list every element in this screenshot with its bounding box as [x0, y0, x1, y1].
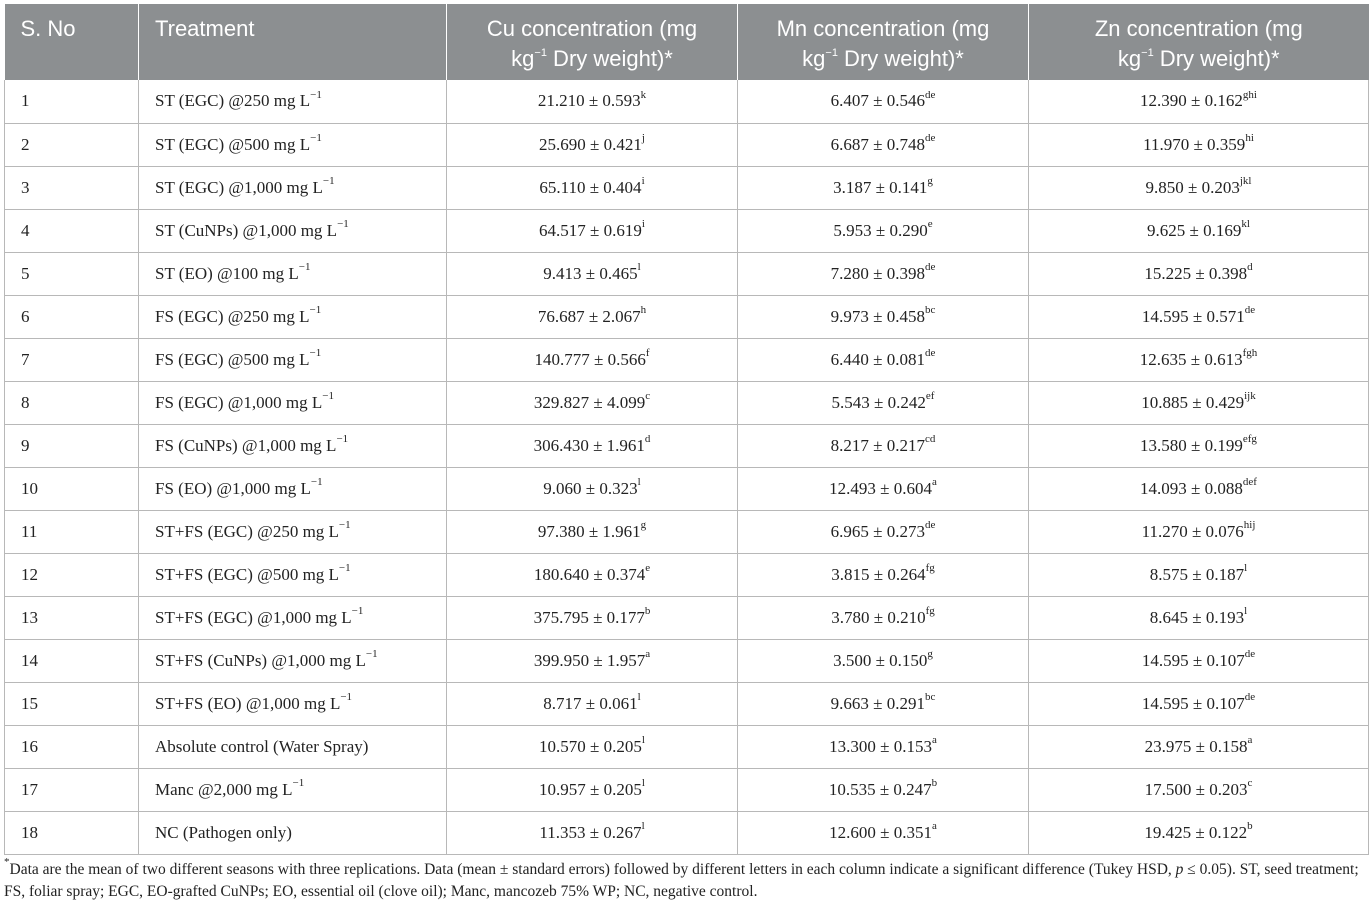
significance-letter: de: [924, 88, 936, 101]
cell-treatment: FS (EGC) @500 mg $L^{-1}$: [139, 338, 447, 381]
cell-sno: 6: [5, 295, 139, 338]
significance-letter: i: [641, 217, 645, 230]
cell-zn: $9.625 \pm 0.169^{kl}$: [1029, 209, 1369, 252]
significance-letter: a: [931, 733, 937, 746]
cell-zn: $11.970 \pm 0.359^{hi}$: [1029, 123, 1369, 166]
table-row: [5, 252, 1369, 295]
significance-letter: l: [641, 733, 645, 746]
table-row: [5, 295, 1369, 338]
significance-letter: j: [641, 131, 645, 144]
table-row: [5, 166, 1369, 209]
cell-treatment: ST+FS (EO) @1,000 mg $L^{-1}$: [139, 682, 447, 725]
significance-letter: ef: [925, 389, 935, 402]
cell-mn: 3.815 ± 0.264$^{fg}$: [738, 553, 1029, 596]
cell-treatment: FS (EGC) @250 mg $L^{-1}$: [139, 295, 447, 338]
significance-letter: a: [931, 475, 937, 488]
cell-cu: $11.353 \pm 0.267^l$: [447, 811, 738, 854]
cell-zn: $9.850 \pm 0.203^{jkl}$: [1029, 166, 1369, 209]
cell-zn: 14.093 ± 0.088$^{def}$: [1029, 467, 1369, 510]
table-row: [5, 596, 1369, 639]
cell-zn: 23.975 ± 0.158$^a$: [1029, 725, 1369, 768]
cell-treatment: ST+FS (EGC) @250 mg $L^{-1}$: [139, 510, 447, 553]
significance-letter: jkl: [1239, 174, 1252, 187]
cell-treatment: ST+FS (CuNPs) @1,000 mg $L^{-1}$: [139, 639, 447, 682]
significance-letter: ijk: [1244, 389, 1256, 402]
cell-treatment: ST+FS (EGC) @1,000 mg $L^{-1}$: [139, 596, 447, 639]
cell-treatment: ST (EGC) @250 mg $L^{-1}$: [139, 80, 447, 123]
significance-letter: def: [1242, 475, 1257, 488]
cell-cu: $21.210 \pm 0.593^k$: [447, 80, 738, 123]
header-sno: S. No: [5, 4, 139, 80]
table-row: [5, 424, 1369, 467]
table-row: [5, 510, 1369, 553]
cell-zn: 13.580 ± 0.199$^{efg}$: [1029, 424, 1369, 467]
header-mn: Mn concentration (mg $kg^{-1}$ Dry weight)*: [738, 4, 1029, 80]
significance-letter: bc: [924, 303, 936, 316]
table-container: [4, 4, 1368, 903]
cell-sno: 17: [5, 768, 139, 811]
header-row: [5, 4, 1369, 80]
significance-letter: i: [641, 174, 645, 187]
cell-zn: $8.575 \pm 0.187^l$: [1029, 553, 1369, 596]
cell-zn: 15.225 ± 0.398$^d$: [1029, 252, 1369, 295]
cell-cu: 140.777 ± 0.566$^f$: [447, 338, 738, 381]
cell-sno: 5: [5, 252, 139, 295]
table-row: [5, 209, 1369, 252]
table-row: [5, 682, 1369, 725]
cell-mn: 6.407 ± 0.546de: [738, 80, 1029, 123]
cell-mn: 5.543 ± 0.242$^{ef}$: [738, 381, 1029, 424]
cell-cu: 329.827 ± 4.099$^c$: [447, 381, 738, 424]
cell-mn: 12.493 ± 0.604$^a$: [738, 467, 1029, 510]
significance-letter: cd: [924, 432, 936, 445]
cell-treatment: FS (EO) @1,000 mg $L^{-1}$: [139, 467, 447, 510]
cell-cu: $65.110 \pm 0.404^i$: [447, 166, 738, 209]
cell-zn: 14.595 ± 0.571de: [1029, 295, 1369, 338]
significance-letter: l: [637, 260, 641, 273]
cell-sno: 12: [5, 553, 139, 596]
significance-letter: l: [1244, 561, 1248, 574]
significance-letter: de: [924, 260, 936, 273]
significance-letter: k: [640, 88, 647, 101]
significance-letter: de: [924, 518, 936, 531]
significance-letter: g: [927, 174, 933, 187]
cell-cu: $64.517 \pm 0.619^i$: [447, 209, 738, 252]
significance-letter: b: [644, 604, 651, 617]
cell-cu: 180.640 ± 0.374$^e$: [447, 553, 738, 596]
cell-mn: 12.600 ± 0.351$^a$: [738, 811, 1029, 854]
cell-treatment: NC (Pathogen only): [139, 811, 447, 854]
significance-letter: a: [931, 819, 937, 832]
cell-sno: 3: [5, 166, 139, 209]
cell-zn: $12.390 \pm 0.162^{ghi}$: [1029, 80, 1369, 123]
cell-zn: $8.645 \pm 0.193^l$: [1029, 596, 1369, 639]
cell-sno: 11: [5, 510, 139, 553]
significance-letter: e: [645, 561, 651, 574]
cell-sno: 18: [5, 811, 139, 854]
significance-letter: hi: [1245, 131, 1254, 144]
cell-zn: 14.595 ± 0.107de: [1029, 682, 1369, 725]
results-table: [4, 4, 1369, 855]
cell-sno: 13: [5, 596, 139, 639]
significance-letter: kl: [1241, 217, 1250, 230]
cell-treatment: ST (EGC) @500 mg $L^{-1}$: [139, 123, 447, 166]
significance-letter: b: [1247, 819, 1253, 832]
table-row: [5, 467, 1369, 510]
cell-zn: $11.270 \pm 0.076^{hij}$: [1029, 510, 1369, 553]
significance-letter: g: [927, 647, 933, 660]
significance-letter: de: [1244, 647, 1256, 660]
table-header: [5, 4, 1369, 80]
significance-letter: a: [645, 647, 651, 660]
significance-letter: efg: [1242, 432, 1257, 445]
cell-cu: 97.380 ± 1.961$^g$: [447, 510, 738, 553]
significance-letter: bc: [924, 690, 936, 703]
cell-sno: 10: [5, 467, 139, 510]
cell-treatment: ST+FS (EGC) @500 mg $L^{-1}$: [139, 553, 447, 596]
cell-sno: 14: [5, 639, 139, 682]
table-row: [5, 811, 1369, 854]
cell-zn: $10.885 \pm 0.429^{ijk}$: [1029, 381, 1369, 424]
cell-cu: $25.690 \pm 0.421^j$: [447, 123, 738, 166]
significance-letter: de: [1244, 690, 1256, 703]
cell-sno: 15: [5, 682, 139, 725]
cell-cu: $9.060 \pm 0.323^l$: [447, 467, 738, 510]
significance-letter: fg: [925, 561, 935, 574]
cell-sno: 9: [5, 424, 139, 467]
table-footnote: *Data are the mean of two different seasons with three replications. Data (mean ± standard errors) followed by different letters in each column indicate a significant difference (Tukey HSD, p ≤ 0.05). ST, seed treatment; FS, foliar spray; EGC, EO-grafted CuNPs; EO, essential oil (clove oil); Manc, mancozeb 75% WP; NC, negative control.: [4, 856, 1359, 900]
significance-letter: ghi: [1242, 88, 1257, 101]
significance-letter: l: [641, 819, 645, 832]
cell-treatment: FS (CuNPs) @1,000 mg $L^{-1}$: [139, 424, 447, 467]
cell-treatment: Absolute control (Water Spray): [139, 725, 447, 768]
header-treatment: Treatment: [139, 4, 447, 80]
cell-sno: 2: [5, 123, 139, 166]
cell-cu: 76.687 ± 2.067$^h$: [447, 295, 738, 338]
significance-letter: b: [931, 776, 938, 789]
cell-cu: 399.950 ± 1.957$^a$: [447, 639, 738, 682]
cell-mn: 3.187 ± 0.141$^g$: [738, 166, 1029, 209]
significance-letter: d: [1247, 260, 1253, 273]
significance-letter: de: [924, 346, 936, 359]
significance-letter: l: [1244, 604, 1248, 617]
significance-letter: d: [644, 432, 651, 445]
significance-letter: de: [924, 131, 936, 144]
table-row: [5, 639, 1369, 682]
significance-letter: l: [637, 475, 641, 488]
significance-letter: fg: [925, 604, 935, 617]
significance-letter: e: [927, 217, 933, 230]
cell-sno: 1: [5, 80, 139, 123]
cell-mn: 9.973 ± 0.458$^{bc}$: [738, 295, 1029, 338]
cell-cu: $9.413 \pm 0.465^l$: [447, 252, 738, 295]
significance-letter: c: [645, 389, 651, 402]
cell-treatment: ST (CuNPs) @1,000 mg $L^{-1}$: [139, 209, 447, 252]
cell-treatment: Manc @2,000 mg $L^{-1}$: [139, 768, 447, 811]
cell-treatment: FS (EGC) @1,000 mg $L^{-1}$: [139, 381, 447, 424]
table-row: [5, 553, 1369, 596]
cell-cu: $10.570 \pm 0.205^l$: [447, 725, 738, 768]
cell-zn: 17.500 ± 0.203$^c$: [1029, 768, 1369, 811]
cell-zn: 14.595 ± 0.107de: [1029, 639, 1369, 682]
cell-sno: 16: [5, 725, 139, 768]
significance-letter: fgh: [1242, 346, 1258, 359]
cell-zn: 19.425 ± 0.122$^b$: [1029, 811, 1369, 854]
significance-letter: a: [1247, 733, 1253, 746]
header-zn: Zn concentration (mg $kg^{-1}$ Dry weight)*: [1029, 4, 1369, 80]
cell-mn: 3.780 ± 0.210$^{fg}$: [738, 596, 1029, 639]
significance-letter: de: [1244, 303, 1256, 316]
cell-mn: 6.965 ± 0.273de: [738, 510, 1029, 553]
cell-mn: 8.217 ± 0.217$^{cd}$: [738, 424, 1029, 467]
significance-letter: h: [640, 303, 647, 316]
table-row: [5, 80, 1369, 123]
cell-mn: 9.663 ± 0.291$^{bc}$: [738, 682, 1029, 725]
significance-letter: hij: [1243, 518, 1256, 531]
table-row: [5, 338, 1369, 381]
cell-sno: 4: [5, 209, 139, 252]
table-row: [5, 381, 1369, 424]
header-cu: Cu concentration (mg $kg^{-1}$ Dry weight)*: [447, 4, 738, 80]
table-body: [5, 80, 1369, 854]
cell-sno: 8: [5, 381, 139, 424]
table-row: [5, 725, 1369, 768]
table-row: [5, 768, 1369, 811]
significance-letter: f: [645, 346, 650, 359]
table-row: [5, 123, 1369, 166]
cell-mn: 10.535 ± 0.247$^b$: [738, 768, 1029, 811]
cell-cu: 375.795 ± 0.177$^b$: [447, 596, 738, 639]
significance-letter: c: [1247, 776, 1253, 789]
significance-letter: l: [637, 690, 641, 703]
cell-cu: $10.957 \pm 0.205^l$: [447, 768, 738, 811]
cell-mn: 13.300 ± 0.153$^a$: [738, 725, 1029, 768]
cell-mn: 7.280 ± 0.398de: [738, 252, 1029, 295]
cell-treatment: ST (EO) @100 mg $L^{-1}$: [139, 252, 447, 295]
cell-treatment: ST (EGC) @1,000 mg $L^{-1}$: [139, 166, 447, 209]
cell-zn: 12.635 ± 0.613$^{fgh}$: [1029, 338, 1369, 381]
cell-mn: 5.953 ± 0.290$^e$: [738, 209, 1029, 252]
cell-cu: $8.717 \pm 0.061^l$: [447, 682, 738, 725]
cell-sno: 7: [5, 338, 139, 381]
significance-letter: g: [640, 518, 647, 531]
significance-letter: l: [641, 776, 645, 789]
cell-mn: 6.687 ± 0.748de: [738, 123, 1029, 166]
cell-cu: 306.430 ± 1.961$^d$: [447, 424, 738, 467]
cell-mn: 6.440 ± 0.081de: [738, 338, 1029, 381]
cell-mn: 3.500 ± 0.150$^g$: [738, 639, 1029, 682]
